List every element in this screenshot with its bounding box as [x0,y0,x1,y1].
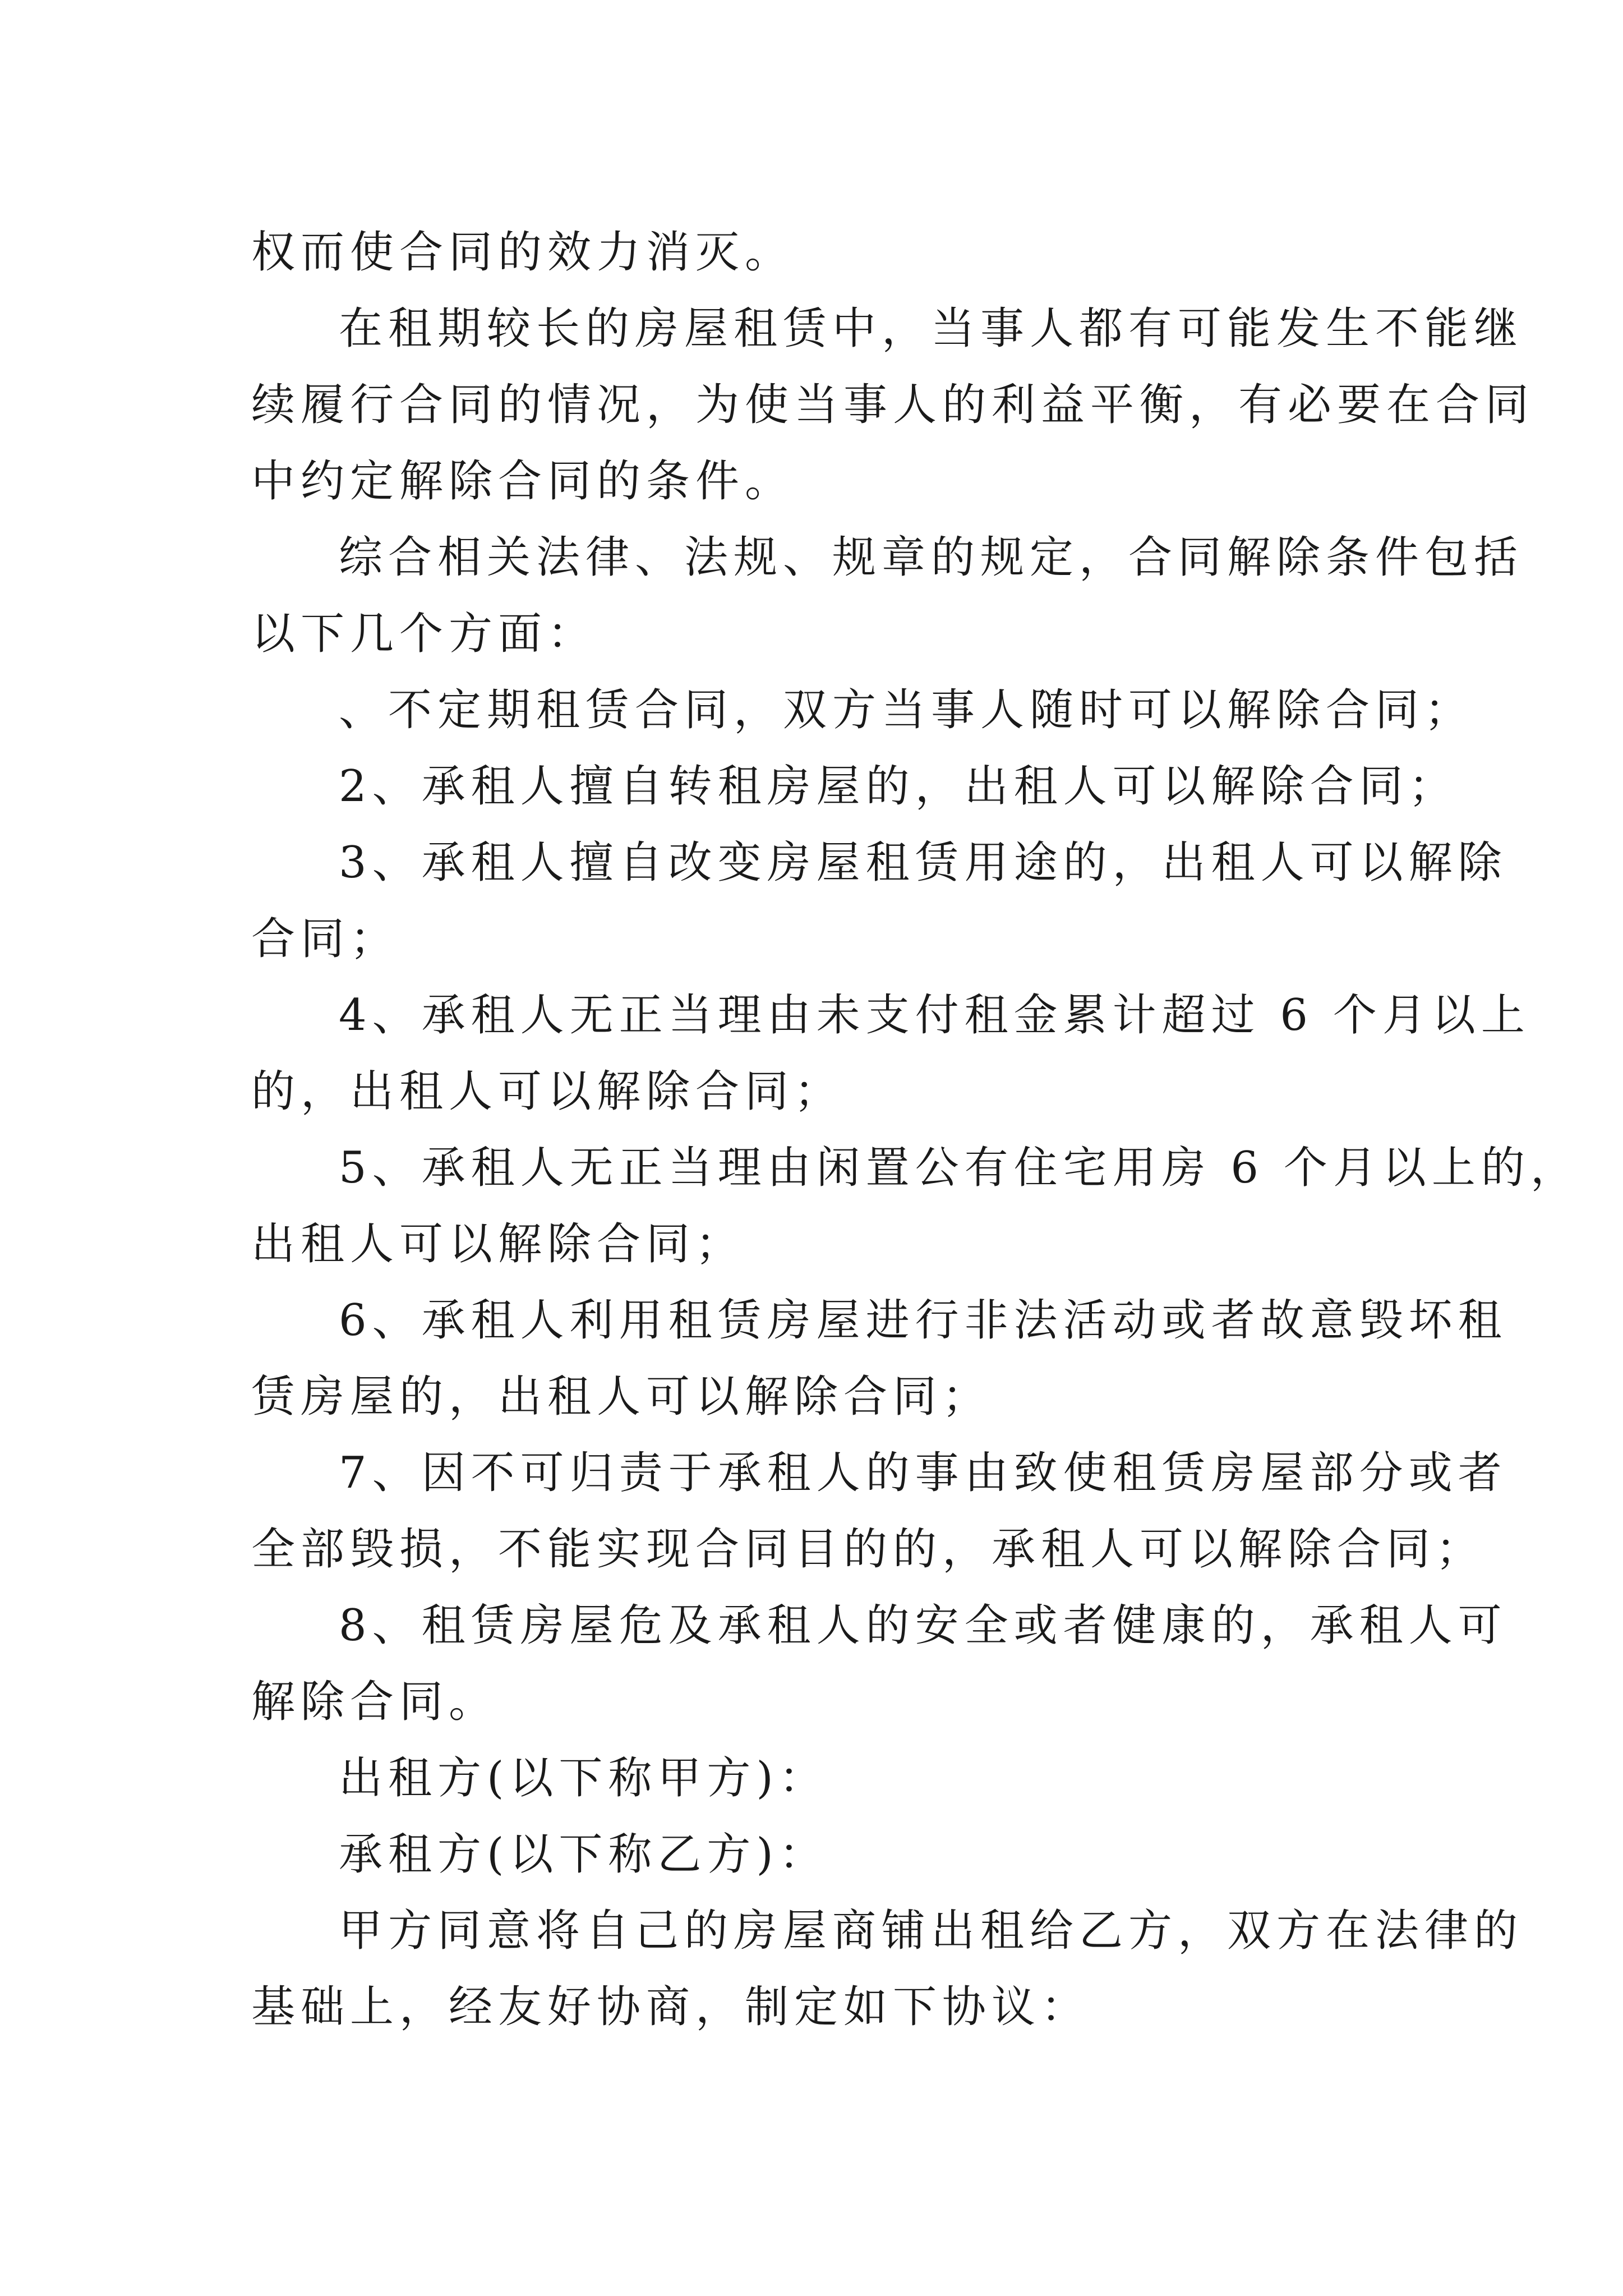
paragraph [251,977,1530,1130]
document-body [251,214,1580,2045]
text-line: 出租方(以下称甲方)： [339,1753,828,1803]
text-line: 赁房屋的，出租人可以解除合同； [251,1372,992,1422]
text-line: 6、承租人利用租赁房屋进行非法活动或者故意毁坏租 [339,1295,1507,1346]
text-line: 3、承租人擅自改变房屋租赁用途的，出租人可以解除 [339,838,1507,888]
text-line: 中约定解除合同的条件。 [251,456,795,507]
text-line: 解除合同。 [251,1677,499,1727]
paragraph [251,748,1458,825]
text-line: 在租期较长的房屋租赁中，当事人都有可能发生不能继 [339,303,1524,354]
paragraph [251,291,1535,519]
text-line: 以下几个方面： [251,609,597,659]
text-line: 、不定期租赁合同，双方当事人随时可以解除合同； [339,685,1474,735]
text-line: 基础上，经友好协商，制定如下协议： [251,1982,1091,2032]
text-line: 续履行合同的情况，为使当事人的利益平衡，有必要在合同 [251,380,1535,430]
text-line: 8、租赁房屋危及承租人的安全或者健康的，承租人可 [339,1600,1507,1651]
text-line: 2、承租人擅自转租房屋的，出租人可以解除合同； [339,761,1458,812]
paragraph [251,1588,1507,1740]
text-line: 7、因不可归责于承租人的事由致使租赁房屋部分或者 [339,1448,1507,1498]
paragraph [251,1282,1507,1435]
paragraph [251,672,1474,748]
paragraph [251,1435,1507,1588]
text-line: 出租人可以解除合同； [251,1219,745,1269]
paragraph [251,1740,1384,1816]
paragraph [251,214,1384,291]
paragraph [251,519,1524,672]
text-line: 权而使合同的效力消灭。 [251,227,795,278]
text-line: 合同； [251,914,400,964]
text-line: 全部毁损，不能实现合同目的的，承租人可以解除合同； [251,1524,1486,1575]
text-line: 的，出租人可以解除合同； [251,1066,844,1117]
text-line: 4、承租人无正当理由未支付租金累计超过 6 个月以上 [339,990,1530,1041]
paragraph [251,825,1507,977]
paragraph [251,1130,1580,1282]
text-line: 甲方同意将自己的房屋商铺出租给乙方，双方在法律的 [339,1906,1524,1956]
text-line: 综合相关法律、法规、规章的规定，合同解除条件包括 [339,532,1524,583]
paragraph [251,1816,1384,1893]
paragraph [251,1893,1524,2045]
text-line: 承租方(以下称乙方)： [339,1829,828,1880]
text-line: 5、承租人无正当理由闲置公有住宅用房 6 个月以上的， [339,1143,1580,1193]
